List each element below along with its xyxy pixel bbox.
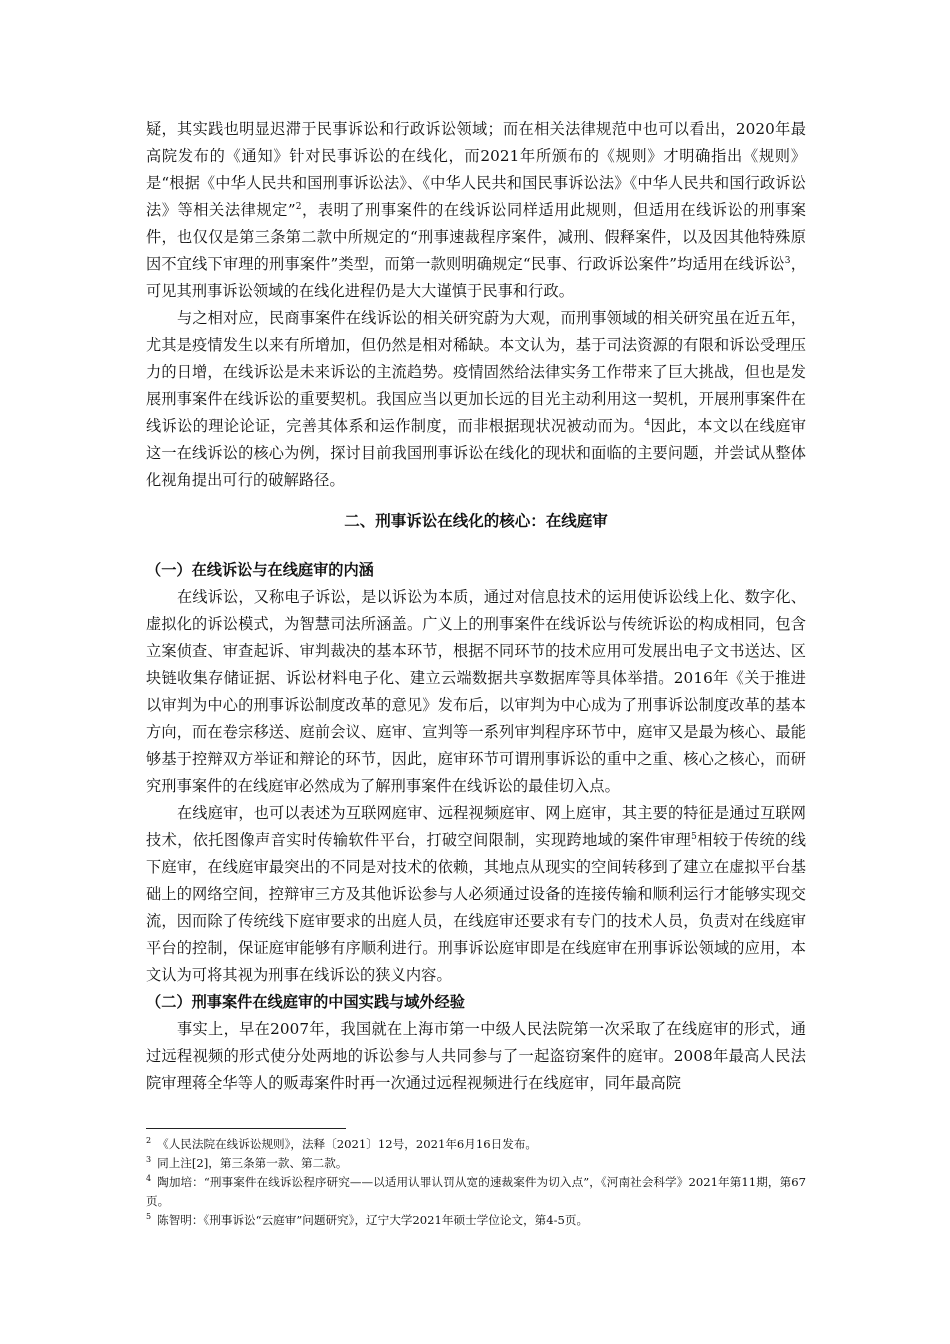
text-run: 与之相对应，民商事案件在线诉讼的相关研究蔚为大观，而刑事领域的相关研究虽在近五年，尤其是疫情发生以来有所增加，但仍然是相对稀缺。本文认为，基于司法资源的有限和诉讼受理压力的日增，在线诉讼是未来诉讼的主流趋势。疫情固然给法律实务工作带来了巨大挑战，但也是发展刑事案件在线诉讼的重要契机。我国应当以更加长远的目光主动利用这一契机，开展刑事案件在线诉讼的理论论证，完善其体系和运作制度，而非根据现状况被动而为。 [146,309,806,435]
footnote-ref-4[interactable]: 4 [644,417,651,428]
page-body [146,116,806,1097]
footnote-ref-5[interactable]: 5 [691,831,697,842]
footnote-2 [146,1135,806,1154]
footnote-5 [146,1211,806,1230]
footnote-text: 陶加培：“刑事案件在线诉讼程序研究——以适用认罪认罚从宽的速裁案件为切入点”，《河南社会科学》2021年第11期，第67页。 [146,1175,806,1208]
paragraph-4 [146,800,806,989]
footnote-divider [146,1128,346,1129]
paragraph-1 [146,116,806,305]
text-run: 疑，其实践也明显迟滞于民事诉讼和行政诉讼领域；而在相关法律规范中也可以看出，2020年最高院发布的《通知》针对民事诉讼的在线化，而2021年所颁布的《规则》才明确指出《规则》是“根据《中华人民共和国刑事诉讼法》、《中华人民共和国民事诉讼法》《中华人民共和国行政诉讼法》等相关法律规定” [146,120,806,219]
footnote-number: 3 [146,1155,152,1165]
footnote-text: 《人民法院在线诉讼规则》，法释〔2021〕12号，2021年6月16日发布。 [157,1137,538,1151]
footnote-number: 5 [146,1212,152,1222]
footnote-text: 同上注[2]，第三条第一款、第二款。 [157,1156,348,1170]
footnote-number: 2 [146,1136,152,1146]
paragraph-2 [146,305,806,494]
footnote-number: 4 [146,1174,152,1184]
footnote-ref-3[interactable]: 3 [784,255,791,266]
text-run: 因此，本文以在线庭审这一在线诉讼的核心为例，探讨目前我国刑事诉讼在线化的现状和面临的主要问题，并尝试从整体化视角提出可行的破解路径。 [146,417,807,489]
text-run: 相较于传统的线下庭审，在线庭审最突出的不同是对技术的依赖，其地点从现实的空间转移到了建立在虚拟平台基础上的网络空间，控辩审三方及其他诉讼参与人必须通过设备的连接传输和顺利运行才能够实现交流，因而除了传统线下庭审要求的出庭人员，在线庭审还要求有专门的技术人员，负责对在线庭审平台的控制，保证庭审能够有序顺利进行。刑事诉讼庭审即是在线庭审在刑事诉讼领域的应用，本文认为可将其视为刑事在线诉讼的狭义内容。 [146,831,806,984]
footnote-4 [146,1173,806,1211]
text-run: ，可见其刑事诉讼领域的在线化进程仍是大大谨慎于民事和行政。 [146,255,806,300]
paragraph-5: 事实上，早在2007年，我国就在上海市第一中级人民法院第一次采取了在线庭审的形式，通过远程视频的形式使分处两地的诉讼参与人共同参与了一起盗窃案件的庭审。2008年最高人民法院审理蒋全华等人的贩毒案件时再一次通过远程视频进行在线庭审，同年最高院 [146,1020,806,1092]
footnotes [146,1128,806,1230]
footnote-3 [146,1154,806,1173]
section-heading: 二、刑事诉讼在线化的核心：在线庭审 [344,512,608,530]
footnote-text: 陈智明：《刑事诉讼“云庭审”问题研究》，辽宁大学2021年硕士学位论文，第4-5页。 [157,1213,589,1227]
subsection-heading-2: （二）刑事案件在线庭审的中国实践与域外经验 [146,993,465,1011]
footnote-ref-2[interactable]: 2 [295,201,302,212]
text-run: ，表明了刑事案件的在线诉讼同样适用此规则，但适用在线诉讼的刑事案件，也仅仅是第三条第二款中所规定的“刑事速裁程序案件，减刑、假释案件，以及因其他特殊原因不宜线下审理的刑事案件”类型，而第一款则明确规定“民事、行政诉讼案件”均适用在线诉讼 [146,201,807,273]
paragraph-3: 在线诉讼，又称电子诉讼，是以诉讼为本质，通过对信息技术的运用使诉讼线上化、数字化、虚拟化的诉讼模式，为智慧司法所涵盖。广义上的刑事案件在线诉讼与传统诉讼的构成相同，包含立案侦查、审查起诉、审判裁决的基本环节，根据不同环节的技术应用可发展出电子文书送达、区块链收集存储证据、诉讼材料电子化、建立云端数据共享数据库等具体举措。2016年《关于推进以审判为中心的刑事诉讼制度改革的意见》发布后，以审判为中心成为了刑事诉讼制度改革的基本方向，而在卷宗移送、庭前会议、庭审、宣判等一系列审判程序环节中，庭审又是最为核心、最能够基于控辩双方举证和辩论的环节，因此，庭审环节可谓刑事诉讼的重中之重、核心之核心，而研究刑事案件的在线庭审必然成为了解刑事案件在线诉讼的最佳切入点。 [146,588,806,795]
text-run: 在线庭审，也可以表述为互联网庭审、远程视频庭审、网上庭审，其主要的特征是通过互联网技术，依托图像声音实时传输软件平台，打破空间限制，实现跨地域的案件审理 [146,804,806,849]
subsection-heading-1: （一）在线诉讼与在线庭审的内涵 [146,561,374,579]
